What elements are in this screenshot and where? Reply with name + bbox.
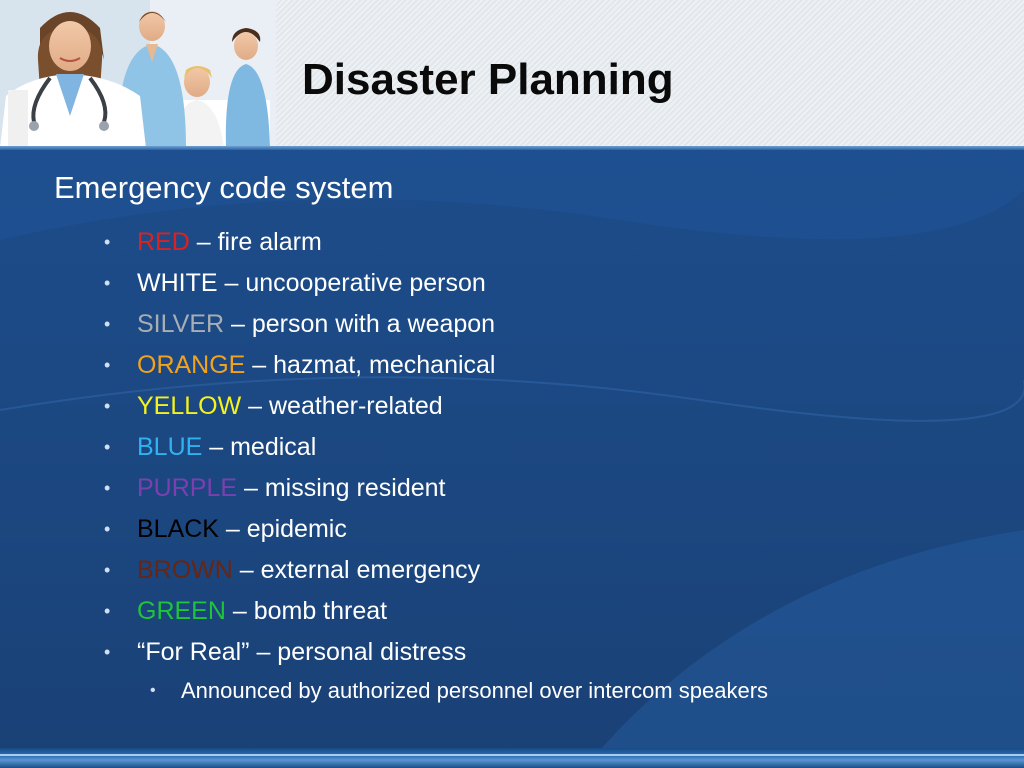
bullet-icon: • (104, 519, 111, 539)
bullet-icon: • (150, 682, 156, 699)
code-name: WHITE (137, 269, 218, 297)
code-description: – hazmat, mechanical (245, 351, 496, 379)
code-name: BROWN (137, 556, 233, 584)
slide-title: Disaster Planning (302, 55, 674, 104)
code-list-item (104, 593, 495, 634)
bullet-icon: • (104, 396, 111, 416)
footer-line (0, 754, 1024, 756)
code-name: “For Real” (137, 638, 250, 666)
medical-staff-photo (0, 0, 276, 148)
emergency-code-list (104, 224, 495, 675)
code-description: – person with a weapon (224, 310, 496, 338)
code-name: GREEN (137, 597, 226, 625)
bullet-icon: • (104, 601, 111, 621)
code-description: – medical (202, 433, 317, 461)
footer-band (0, 748, 1024, 768)
code-list-item (104, 224, 495, 265)
code-list-item (104, 511, 495, 552)
sub-bullet-list (150, 676, 768, 706)
code-description: – external emergency (232, 556, 481, 584)
code-name: RED (137, 228, 190, 256)
code-list-item (104, 347, 495, 388)
code-name: BLACK (137, 515, 219, 543)
code-list-item (104, 306, 495, 347)
code-name: PURPLE (137, 474, 238, 502)
code-description: – fire alarm (189, 228, 322, 256)
bullet-icon: • (104, 314, 111, 334)
section-heading: Emergency code system (54, 170, 394, 205)
code-description: – epidemic (218, 515, 347, 543)
code-name: SILVER (137, 310, 225, 338)
sub-bullet-text: Announced by authorized personnel over intercom speakers (181, 678, 769, 703)
bullet-icon: • (104, 642, 111, 662)
bullet-icon: • (104, 478, 111, 498)
bullet-icon: • (104, 273, 111, 293)
bullet-icon: • (104, 560, 111, 580)
code-description: – missing resident (237, 474, 446, 502)
code-description: – personal distress (249, 638, 467, 666)
code-name: BLUE (137, 433, 203, 461)
code-description: – bomb threat (225, 597, 388, 625)
code-list-item (104, 470, 495, 511)
code-description: – uncooperative person (217, 269, 486, 297)
bullet-icon: • (104, 355, 111, 375)
code-list-item (104, 429, 495, 470)
code-list-item (104, 265, 495, 306)
code-name: ORANGE (137, 351, 246, 379)
code-list-item (104, 552, 495, 593)
code-name: YELLOW (137, 392, 242, 420)
code-list-item (104, 388, 495, 429)
bullet-icon: • (104, 232, 111, 252)
medical-staff-illustration (0, 0, 276, 148)
sub-bullet-item (150, 676, 768, 706)
bullet-icon: • (104, 437, 111, 457)
code-description: – weather-related (241, 392, 443, 420)
code-list-item (104, 634, 495, 675)
